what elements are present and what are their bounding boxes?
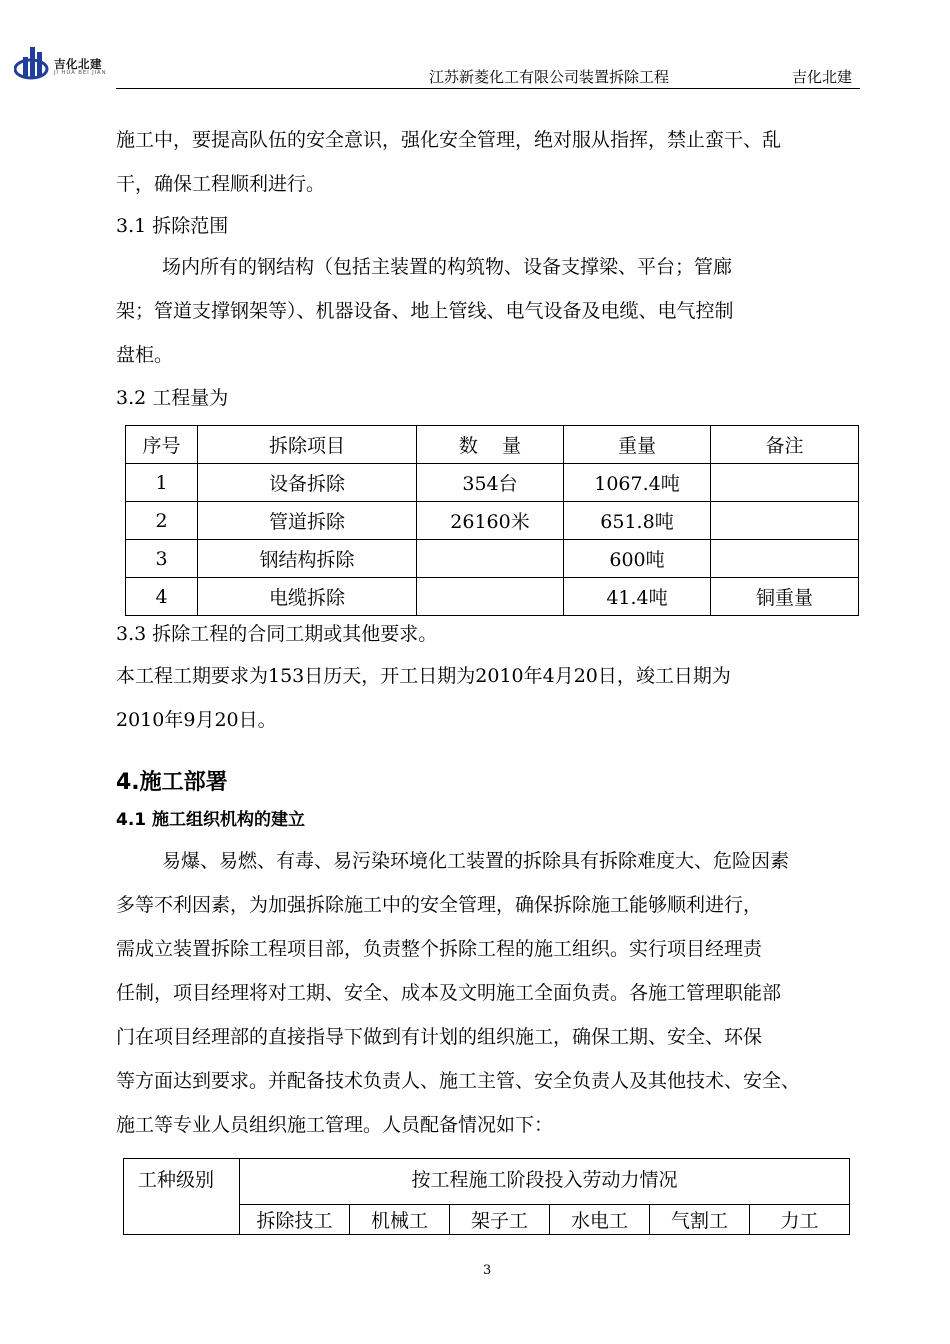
paragraph-line: 任制，项目经理将对工期、安全、成本及文明施工全面负责。各施工管理职能部 [116,982,782,1004]
table-header-cell: 拆除技工 [240,1205,350,1235]
table-cell: 4 [126,578,198,616]
paragraph-line: 场内所有的钢结构（包括主装置的构筑物、设备支撑梁、平台；管廊 [162,256,733,278]
paragraph-line: 本工程工期要求为153日历天，开工日期为2010年4月20日，竣工日期为 [116,665,731,687]
table-cell: 26160米 [417,502,564,540]
section-4-heading: 4.施工部署 [116,770,228,795]
table-header-cell: 机械工 [350,1205,450,1235]
table-cell: 1 [126,464,198,502]
paragraph-line: 架；管道支撑钢架等）、机器设备、地上管线、电气设备及电缆、电气控制 [116,300,734,322]
section-4-1-heading: 4.1 施工组织机构的建立 [116,810,306,830]
table-header-cell: 力工 [750,1205,850,1235]
table-cell: 41.4吨 [564,578,711,616]
header-project-title: 江苏新菱化工有限公司装置拆除工程 [429,68,670,86]
section-3-2-title: 3.2 工程量为 [116,387,229,409]
table-row [126,540,859,578]
quantity-table [125,425,859,616]
table-header-row [124,1159,850,1205]
table-header-cell: 按工程施工阶段投入劳动力情况 [240,1159,850,1205]
table-cell: 钢结构拆除 [198,540,417,578]
table-header-cell: 序号 [126,426,198,464]
table-row [126,578,859,616]
paragraph-line: 施工等专业人员组织施工管理。人员配备情况如下： [116,1114,554,1136]
table-row [126,464,859,502]
table-cell: 管道拆除 [198,502,417,540]
logo-subtext: JI HUA BEI JIAN [54,70,107,76]
table-cell: 651.8吨 [564,502,711,540]
company-logo [14,44,114,84]
table-header-cell: 气割工 [650,1205,750,1235]
table-header-row [126,426,859,464]
header-divider [116,88,860,89]
table-header-cell: 拆除项目 [198,426,417,464]
header-company-name: 吉化北建 [792,68,853,86]
table-header-cell: 架子工 [450,1205,550,1235]
paragraph-line: 多等不利因素，为加强拆除施工中的安全管理，确保拆除施工能够顺利进行， [116,894,763,916]
table-cell: 3 [126,540,198,578]
table-cell [711,502,859,540]
table-cell: 电缆拆除 [198,578,417,616]
table-cell: 2 [126,502,198,540]
page-number: 3 [483,1263,492,1278]
table-header-cell: 数 量 [417,426,564,464]
paragraph-line: 易爆、易燃、有毒、易污染环境化工装置的拆除具有拆除难度大、危险因素 [162,850,790,872]
logo-text: 吉化北建 [54,57,102,71]
paragraph-line: 干，确保工程顺利进行。 [116,173,326,195]
table-row [126,502,859,540]
building-logo-icon [14,44,52,84]
paragraph-line: 盘柜。 [116,344,174,366]
paragraph-line: 2010年9月20日。 [116,709,277,731]
page-header [0,0,950,90]
table-cell: 600吨 [564,540,711,578]
table-cell [417,578,564,616]
table-cell: 设备拆除 [198,464,417,502]
table-cell: 1067.4吨 [564,464,711,502]
table-header-cell: 备注 [711,426,859,464]
table-header-cell: 水电工 [550,1205,650,1235]
paragraph-line: 门在项目经理部的直接指导下做到有计划的组织施工，确保工期、安全、环保 [116,1026,763,1048]
table-header-cell: 工种级别 [124,1159,240,1235]
paragraph-line: 需成立装置拆除工程项目部，负责整个拆除工程的施工组织。实行项目经理责 [116,938,763,960]
table-cell [417,540,564,578]
paragraph-line: 施工中，要提高队伍的安全意识，强化安全管理，绝对服从指挥，禁止蛮干、乱 [116,129,782,151]
section-3-1-title: 3.1 拆除范围 [116,215,229,237]
section-3-3-title: 3.3 拆除工程的合同工期或其他要求。 [116,623,438,645]
table-header-cell: 重量 [564,426,711,464]
table-cell [711,540,859,578]
labor-table [123,1158,850,1235]
table-cell [711,464,859,502]
table-cell: 铜重量 [711,578,859,616]
table-cell: 354台 [417,464,564,502]
paragraph-line: 等方面达到要求。并配备技术负责人、施工主管、安全负责人及其他技术、安全、 [116,1070,801,1092]
